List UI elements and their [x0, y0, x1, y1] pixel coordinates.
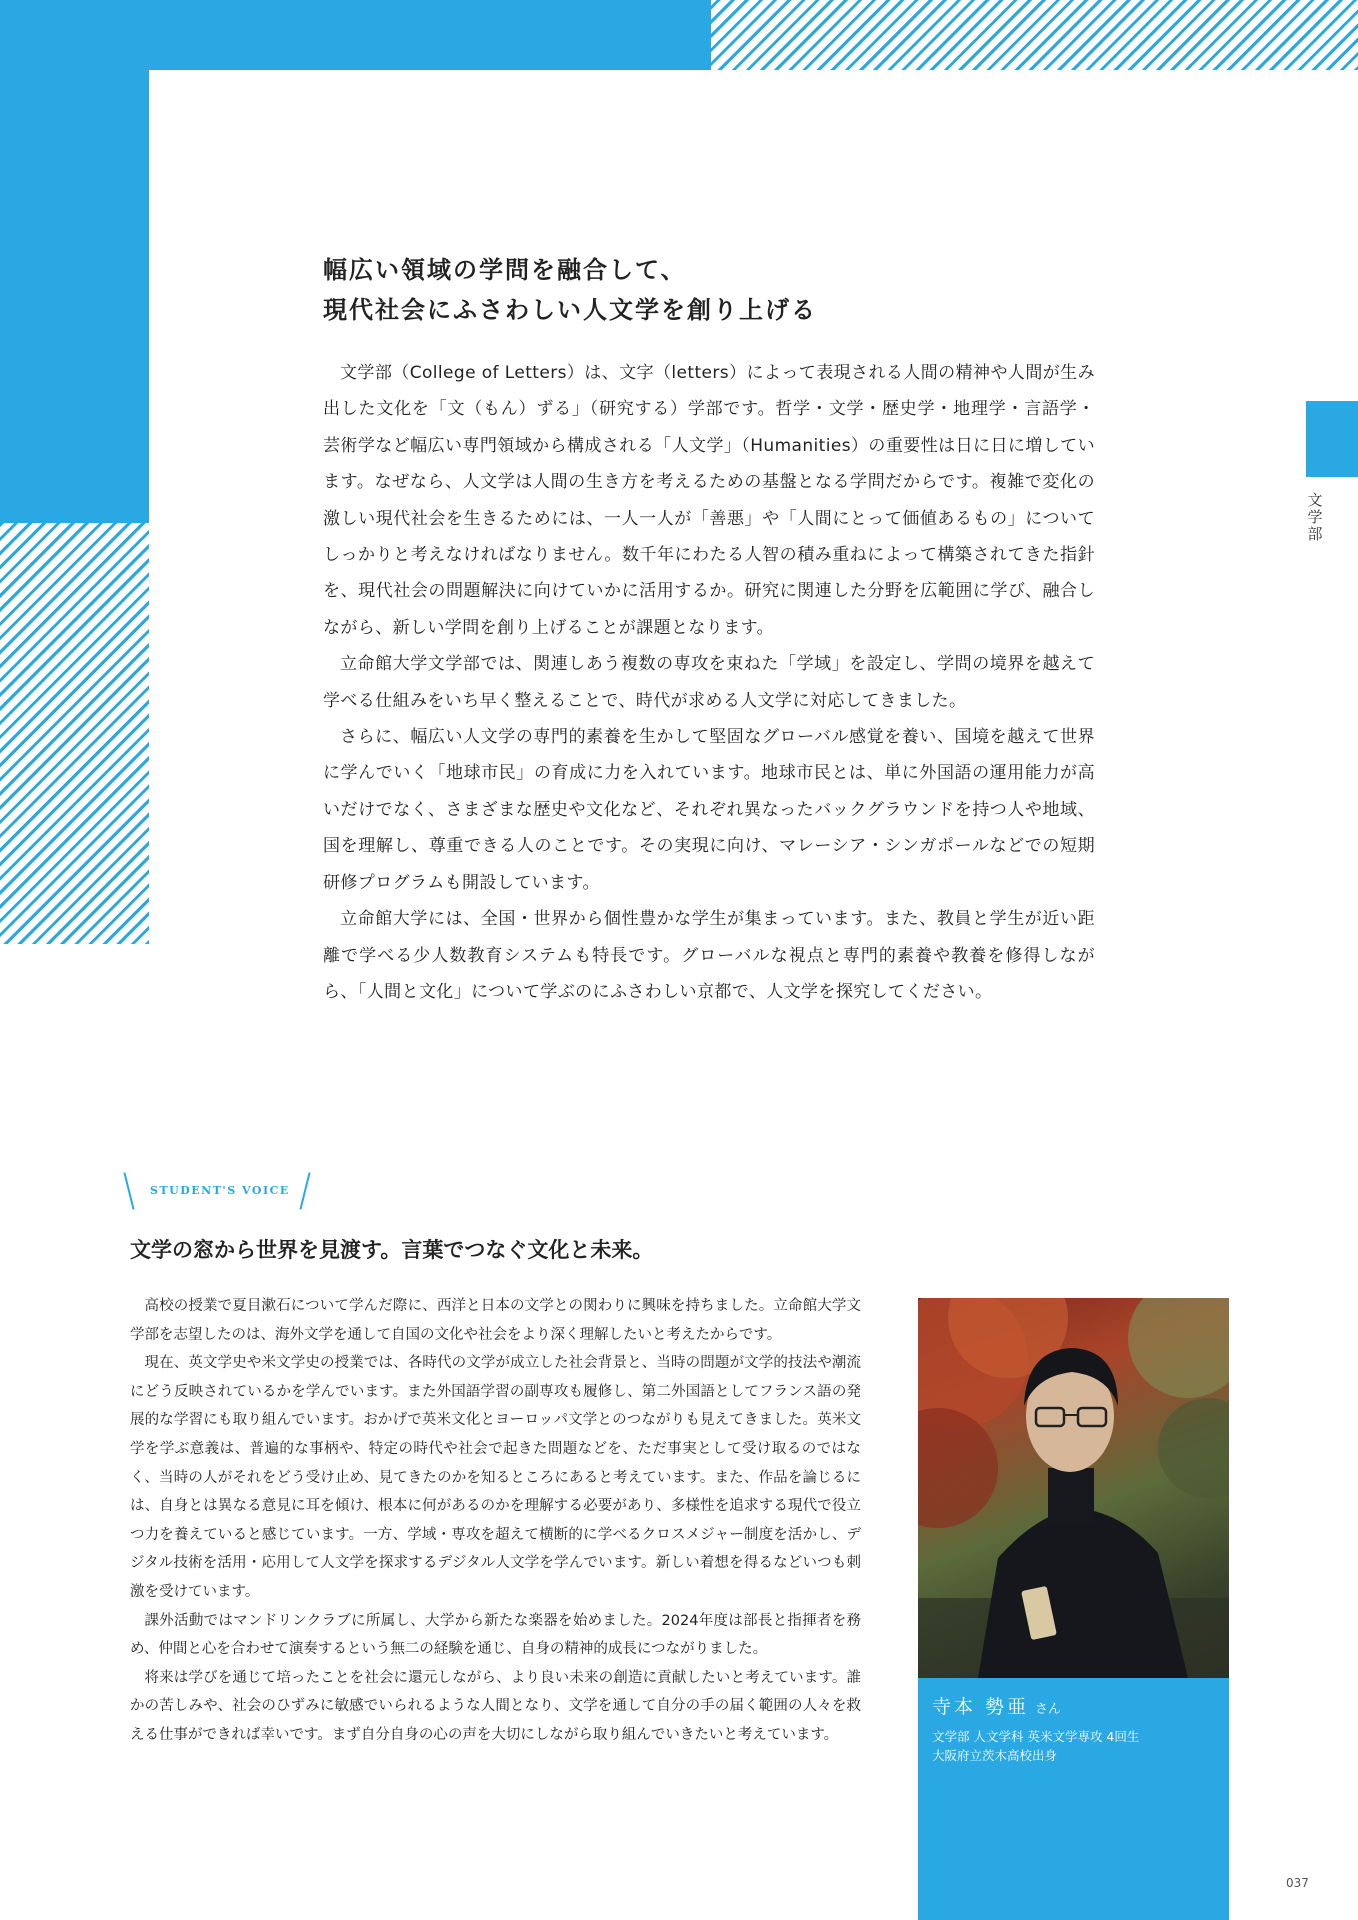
voice-paragraph: 現在、英文学史や米文学史の授業では、各時代の文学が成立した社会背景と、当時の問題が文学的技法や潮流にどう反映されているかを学んでいます。また外国語学習の副専攻も履修し、第二外国語としてフランス語の発展的な学習にも取り組んでいます。おかげで英米文化とヨーロッパ文学とのつながりも見えてきました。英米文学を学ぶ意義は、普遍的な事柄や、特定の時代や社会で起きた問題などを、ただ事実として受け取るのではなく、当時の人がそれをどう受け止め、見てきたのかを知るところにあると考えています。また、作品を論じるには、自身とは異なる意見に耳を傾け、根本に何があるのかを理解する必要があり、多様性を追求する現代で役立つ力を養えていると感じています。一方、学域・専攻を超えて横断的に学べるクロスメジャー制度を活かし、デジタル技術を活用・応用して人文学を探求するデジタル人文学を学んでいます。新しい着想を得るなどいつも刺激を受けています。 [130, 1355, 861, 1600]
side-index-tab [1306, 401, 1358, 477]
left-blue-band [0, 70, 149, 523]
voice-paragraph: 高校の授業で夏目漱石について学んだ際に、西洋と日本の文学との関わりに興味を持ちました。立命館大学文学部を志望したのは、海外文学を通して自国の文化や社会をより深く理解したいと考えたからです。 [130, 1298, 861, 1343]
top-hatch-pattern [711, 0, 1358, 70]
main-paragraph: 立命館大学文学部では、関連しあう複数の専攻を束ねた「学域」を設定し、学問の境界を越えて学べる仕組みをいち早く整えることで、時代が求める人文学に対応してきました。 [323, 654, 1095, 711]
name-suffix: さん [1035, 1702, 1062, 1717]
student-department: 文学部 人文学科 英米文学専攻 4回生 [932, 1729, 1140, 1744]
side-tab-label: 文学部 [1307, 491, 1323, 543]
profile-card [918, 1678, 1229, 1920]
slash-right-icon [299, 1172, 310, 1209]
left-hatch-pattern [0, 523, 149, 944]
main-paragraph: 立命館大学には、全国・世界から個性豊かな学生が集まっています。また、教員と学生が近い距離で学べる少人数教育システムも特長です。グローバルな視点と専門的素養や教養を修得しながら、「人間と文化」について学ぶのにふさわしい京都で、人文学を探究してください。 [323, 909, 1095, 1002]
page-number: 037 [1286, 1876, 1309, 1890]
slash-left-icon [123, 1172, 134, 1209]
voice-paragraph: 将来は学びを通じて培ったことを社会に還元しながら、より良い未来の創造に貢献したいと考えています。誰かの苦しみや、社会のひずみに敏感でいられるような人間となり、文学を通して自分の手の届く範囲の人々を救える仕事ができれば幸いです。まず自分自身の心の声を大切にしながら取り組んでいきたいと考えています。 [130, 1669, 861, 1743]
headline-line-2: 現代社会にふさわしい人文学を創り上げる [323, 296, 817, 324]
student-photo [918, 1298, 1229, 1678]
student-voice-tag [128, 1172, 308, 1212]
top-blue-band [0, 0, 711, 70]
student-school: 大阪府立茨木高校出身 [932, 1748, 1058, 1763]
headline-line-1: 幅広い領域の学問を融合して、 [323, 256, 687, 284]
main-paragraph: 文学部（College of Letters）は、文字（letters）によって表現される人間の精神や人間が生み出した文化を「文（もん）ずる」（研究する）学部です。哲学・文学・歴史学・地理学・言語学・芸術学など幅広い専門領域から構成される「人文学」（Humanities）の重要性は日に日に増しています。なぜなら、人文学は人間の生き方を考えるための基盤となる学問だからです。複雑で変化の激しい現代社会を生きるためには、一人一人が「善悪」や「人間にとって価値あるもの」についてしっかりと考えなければなりません。数千年にわたる人智の積み重ねによって構築されてきた指針を、現代社会の問題解決に向けていかに活用するか。研究に関連した分野を広範囲に学び、融合しながら、新しい学問を創り上げることが課題となります。 [323, 363, 1095, 638]
voice-paragraph: 課外活動ではマンドリンクラブに所属し、大学から新たな楽器を始めました。2024年度は部長と指揮者を務め、仲間と心を合わせて演奏するという無二の経験を通じ、自身の精神的成長につながりました。 [130, 1612, 861, 1658]
profile-name-line [932, 1692, 1061, 1719]
main-body-text [323, 355, 1095, 1010]
student-voice-label: STUDENT'S VOICE [150, 1184, 290, 1197]
student-name: 寺本 勢亜 [932, 1696, 1030, 1718]
student-voice-heading: 文学の窓から世界を見渡す。言葉でつなぐ文化と未来。 [130, 1238, 654, 1262]
main-paragraph: さらに、幅広い人文学の専門的素養を生かして堅固なグローバル感覚を養い、国境を越えて世界に学んでいく「地球市民」の育成に力を入れています。地球市民とは、単に外国語の運用能力が高いだけでなく、さまざまな歴史や文化など、それぞれ異なったバックグラウンドを持つ人や地域、国を理解し、尊重できる人のことです。その実現に向け、マレーシア・シンガポールなどでの短期研修プログラムも開設しています。 [323, 727, 1095, 893]
student-voice-body [130, 1292, 861, 1750]
page-headline [323, 250, 1123, 330]
